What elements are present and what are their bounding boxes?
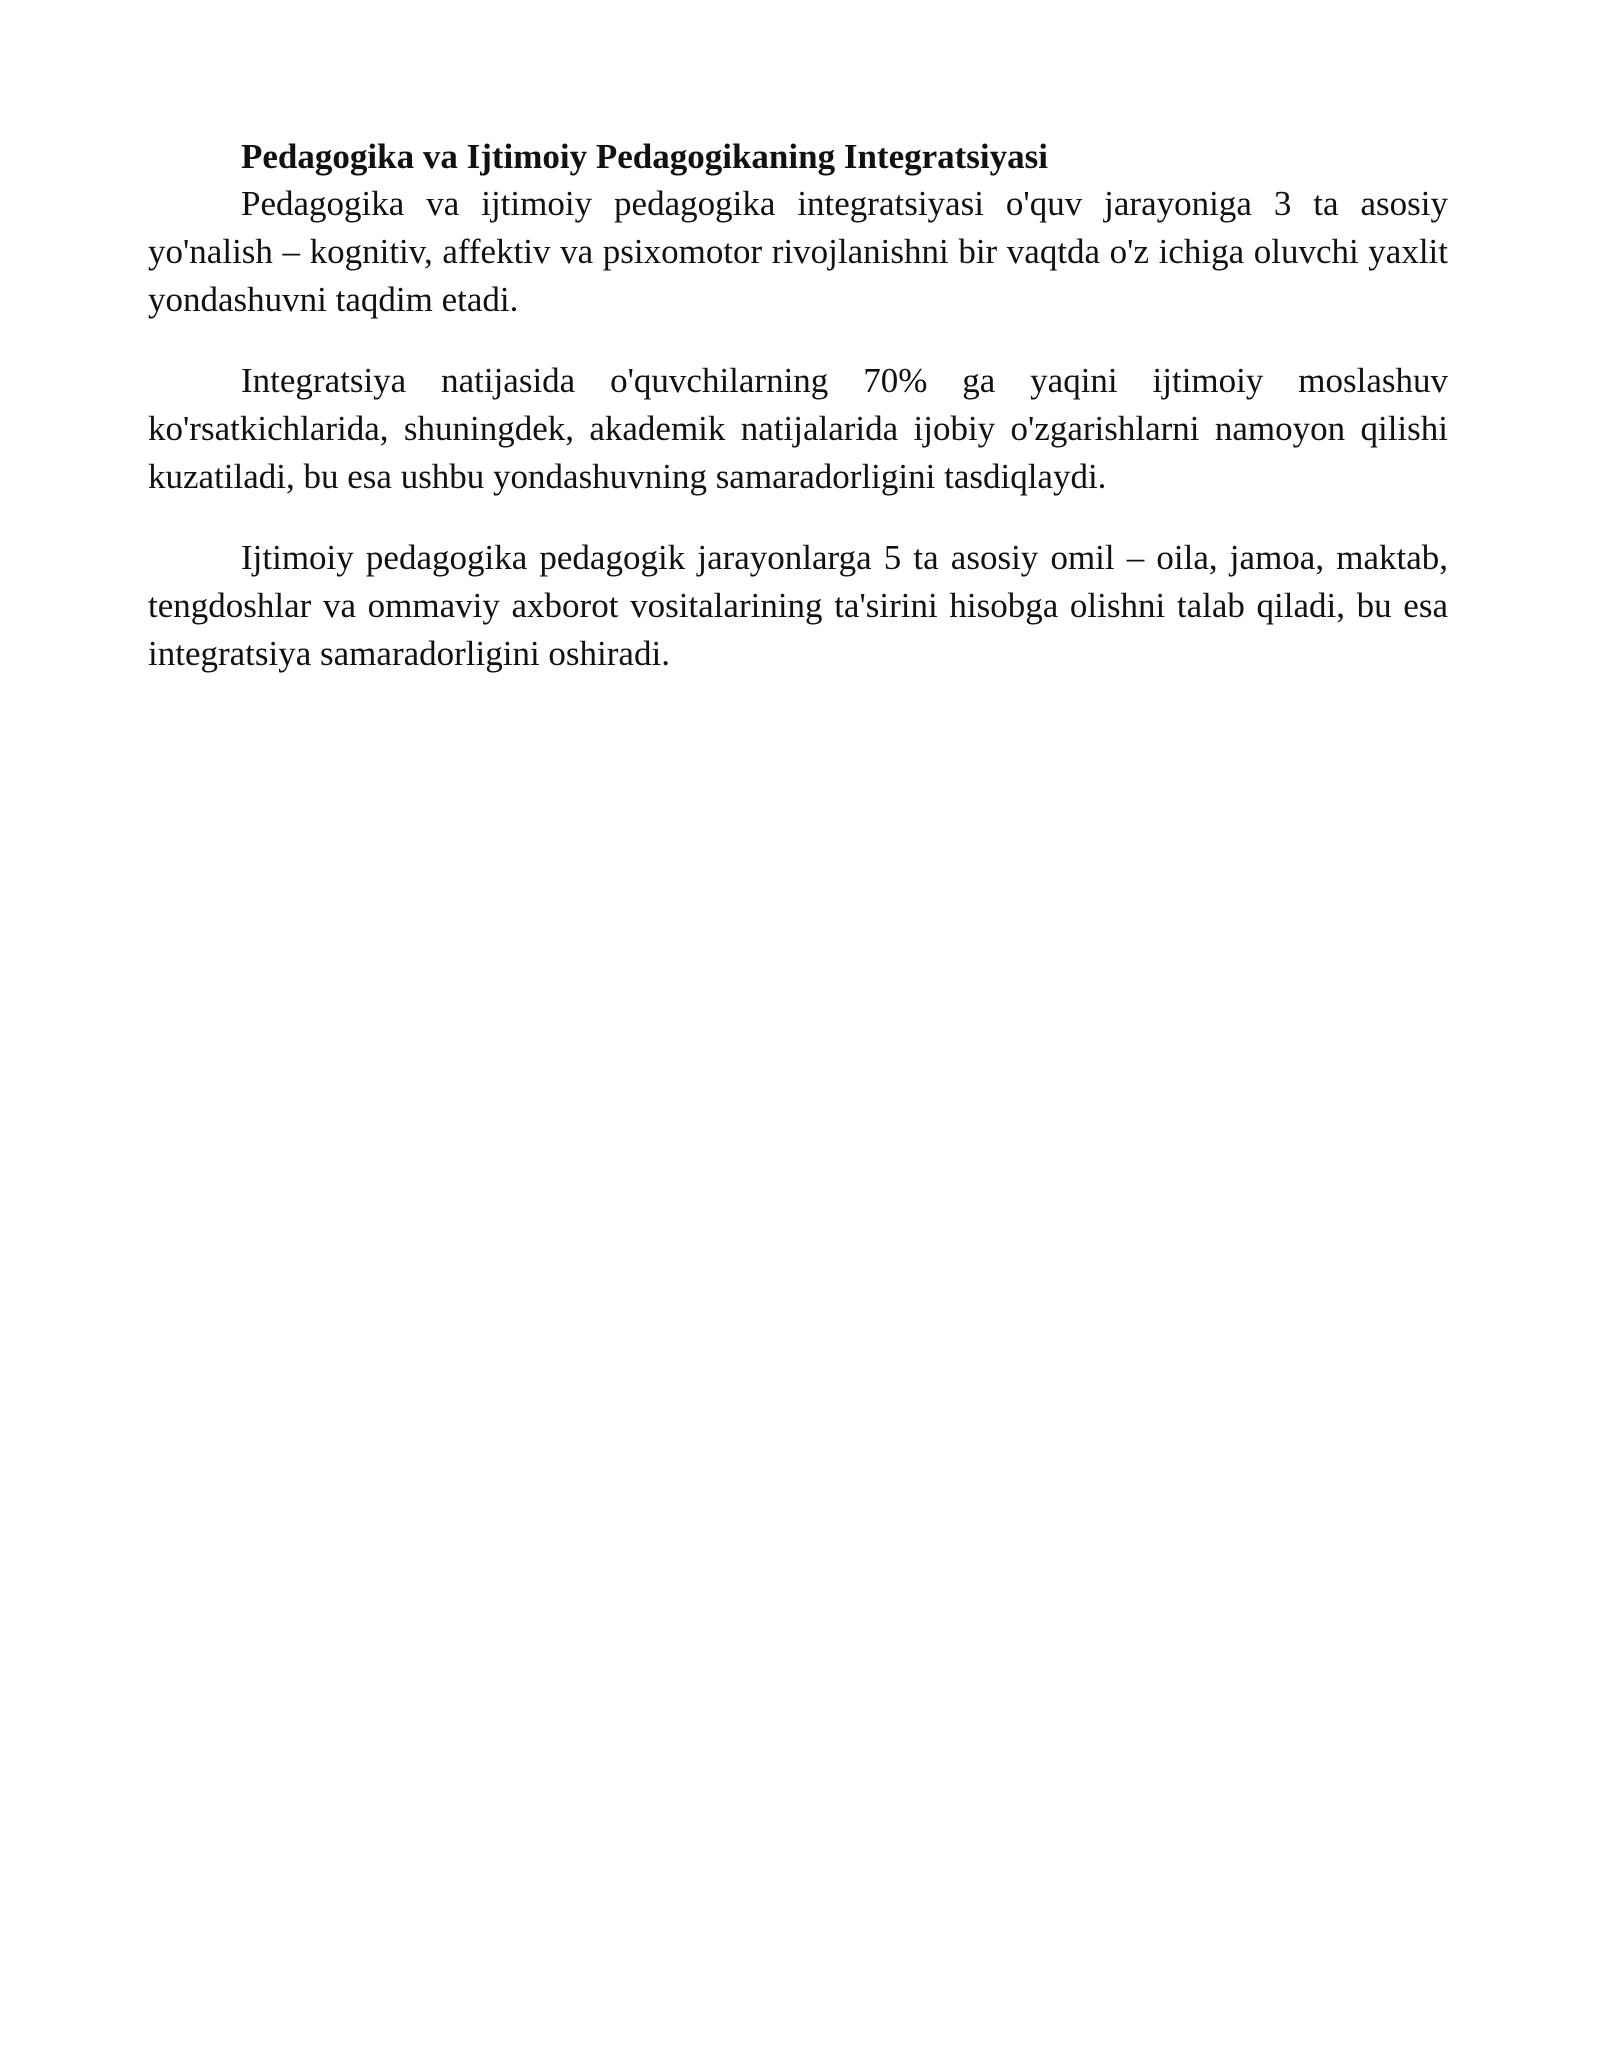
paragraph-2: Integratsiya natijasida o'quvchilarning 70% ga yaqini ijtimoiy moslashuv ko'rsatkichlarida, shuningdek, akademik natijalarida ijobiy o'zgarishlarni namoyon qilishi kuzatiladi, bu esa ushbu yondashuvning samaradorligini tasdiqlaydi. — [148, 361, 1448, 496]
document-body — [148, 134, 1448, 678]
document-title: Pedagogika va Ijtimoiy Pedagogikaning Integratsiyasi — [241, 137, 1048, 176]
paragraph-3: Ijtimoiy pedagogika pedagogik jarayonlarga 5 ta asosiy omil – oila, jamoa, maktab, tengdoshlar va ommaviy axborot vositalarining ta'sirini hisobga olishni talab qiladi, bu esa integratsiya samaradorligini oshiradi. — [148, 538, 1448, 673]
paragraph-1: Pedagogika va ijtimoiy pedagogika integratsiyasi o'quv jarayoniga 3 ta asosiy yo'nalish – kognitiv, affektiv va psixomotor rivojlanishni bir vaqtda o'z ichiga oluvchi yaxlit yondashuvni taqdim etadi. — [148, 184, 1448, 319]
